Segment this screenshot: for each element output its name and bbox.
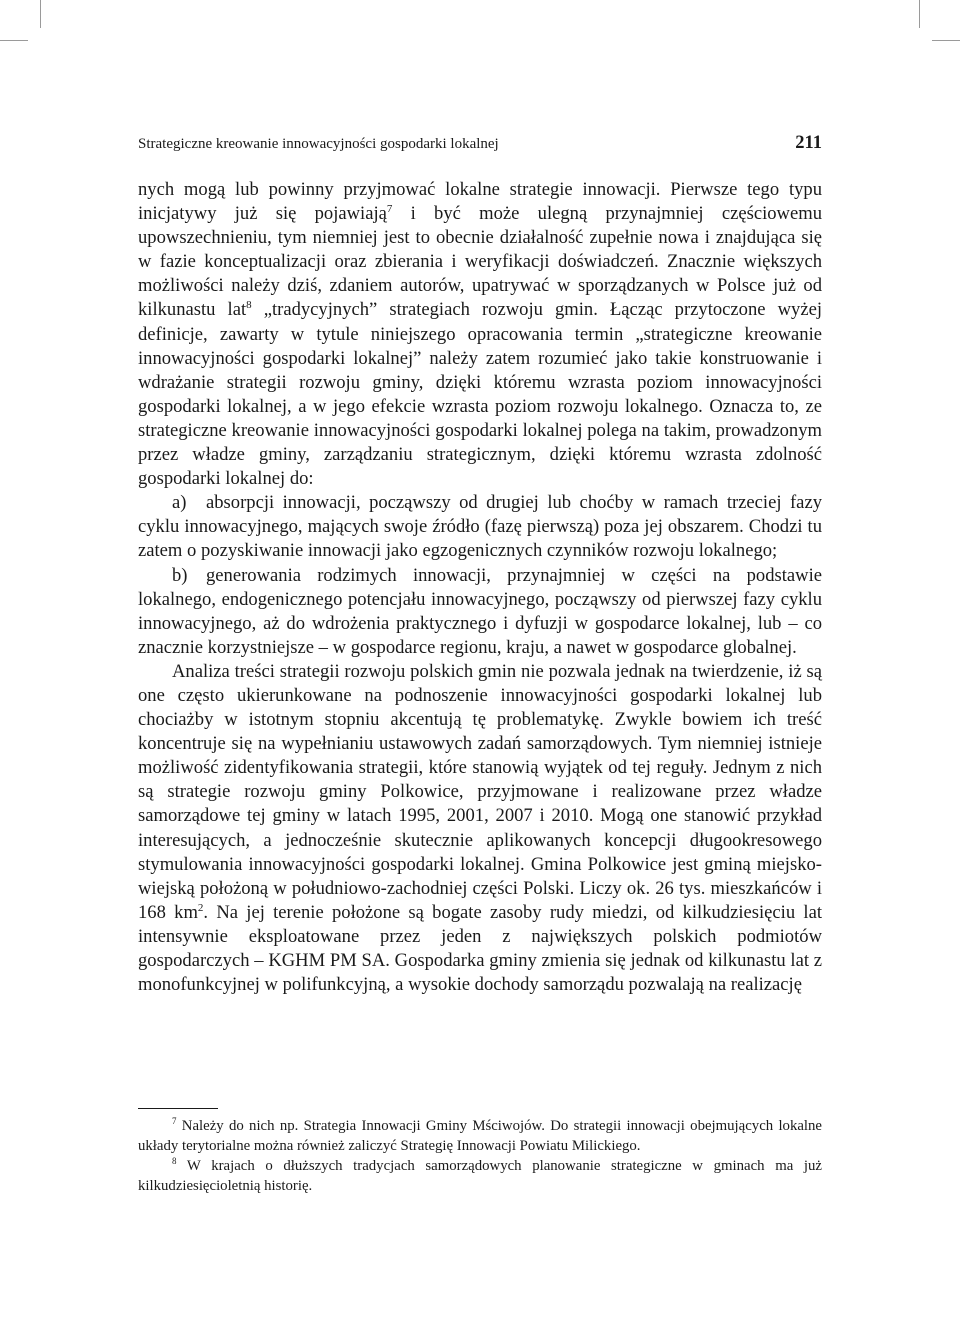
footnote-text: W krajach o dłuższych tradycjach samorządowych planowanie strategiczne w gminach ma już kilkudziesięcioletnią historię. (138, 1158, 822, 1194)
footnote-number: 8 (172, 1156, 177, 1166)
footnote-7 (138, 1116, 822, 1156)
running-head (138, 133, 822, 157)
footnote-8 (138, 1156, 822, 1196)
list-item-a (138, 491, 822, 563)
list-item-text: absorpcji innowacji, począwszy od drugiej lub choćby w ramach trzeciej fazy cyklu innowacyjnego, mających swoje źródło (fazę pierwszą) poza jej obszarem. Chodzi tu zatem o pozyskiwanie innowacji jako egzogenicznych czynników rozwoju lokalnego; (138, 492, 822, 562)
crop-mark-top-right-horizontal (932, 40, 960, 41)
paragraph-text: „tradycyjnych” strategiach rozwoju gmin. Łącząc przytoczone wyżej definicje, zawarty w tytule niniejszego opracowania termin „strategiczne kreowanie innowacyjności gospodarki lokalnej” należy zatem rozumieć jako takie konstruowanie i wdrażanie strategii rozwoju gminy, dzięki któremu wzrasta poziom innowacyjności gospodarki lokalnej, a w jego efekcie wzrasta poziom rozwoju lokalnego. Oznacza to, ze strategiczne kreowanie innowacyjności gospodarki lokalnej polega na takim, prowadzonym przez władze gminy, zarządzaniu strategicznym, dzięki któremu wzrasta zdolność gospodarki lokalnej do: (138, 299, 822, 490)
superscript-2: 2 (197, 901, 204, 914)
paragraph-text: . Na jej terenie położone są bogate zasoby rudy miedzi, od kilkudziesięciu lat intensywnie eksploatowane przez jeden z największych polskich podmiotów gospodarczych – KGHM PM SA. Gospodarka gminy zmienia się jednak od kilkunastu lat z monofunkcyjnej w polifunkcyjną, a wysokie dochody samorządu pozwalają na realizację (138, 901, 822, 996)
body-text (138, 178, 822, 997)
paragraph (138, 660, 822, 997)
running-title: Strategiczne kreowanie innowacyjności gospodarki lokalnej (138, 136, 499, 152)
footnote-separator (138, 1108, 218, 1109)
page-number: 211 (795, 133, 822, 153)
footnotes (138, 1116, 822, 1196)
list-label-a: a) (172, 492, 187, 514)
paragraph-text: i być może ulegną przynajmniej częściowemu upowszechnieniu, tym niemniej jest to obecnie działalność zupełnie nowa i znajdująca się w fazie konceptualizacji oraz zbierania i weryfikacji doświadczeń. Znacznie większych możliwości należy dziś, zdaniem autorów, upatrywać w sporządzanych w Polsce już od kilkunastu lat (138, 203, 822, 321)
paragraph-continued (138, 178, 822, 491)
crop-mark-top-left-vertical (40, 0, 41, 28)
crop-mark-top-right-vertical (919, 0, 920, 28)
footnote-ref-7: 7 (386, 203, 393, 216)
footnote-number: 7 (172, 1116, 177, 1126)
crop-mark-top-left-horizontal (0, 40, 28, 41)
footnote-ref-8: 8 (246, 299, 252, 312)
footnote-text: Należy do nich np. Strategia Innowacji Gminy Mściwojów. Do strategii innowacji obejmujących lokalne układy terytorialne można również zaliczyć Strategię Innowacji Powiatu Milickiego. (138, 1118, 822, 1154)
paragraph-text: nych mogą lub powinny przyjmować lokalne strategie innowacji. Pierwsze tego typu inicjatywy już się pojawiają (138, 179, 822, 225)
list-item-b (138, 564, 822, 660)
paragraph-text: Analiza treści strategii rozwoju polskich gmin nie pozwala jednak na twierdzenie, iż są one często ukierunkowane na podnoszenie innowacyjności gospodarki lokalnej lub chociażby w istotnym stopniu akcentują tę problematykę. Zwykle bowiem ich treść koncentruje się na wypełnianiu ustawowych zadań samorządowych. Tym niemniej istnieje możliwość zidentyfikowania strategii, które stanowią wyjątek od tej reguły. Jednym z nich są strategie rozwoju gminy Polkowice, przyjmowane i realizowane przez władze samorządowe tej gminy w latach 1995, 2001, 2007 i 2010. Mogą one stanowić przykład interesujących, a jednocześnie skutecznie aplikowanych koncepcji długookresowego stymulowania innowacyjności gospodarki lokalnej. Gmina Polkowice jest gminą miejsko-wiejską położoną w południowo-zachodniej części Polski. Liczy ok. 26 tys. mieszkańców i 168 km (138, 660, 822, 923)
list-label-b: b) (172, 564, 188, 586)
list-item-text: generowania rodzimych innowacji, przynajmniej w części na podstawie lokalnego, endogenicznego potencjału innowacyjnego, począwszy od pierwszej fazy cyklu innowacyjnego, aż do wdrożenia praktycznego i dyfuzji w gospodarce lokalnej, lub – co znacznie korzystniejsze – w gospodarce regionu, kraju, a nawet w gospodarce globalnej. (138, 564, 822, 658)
